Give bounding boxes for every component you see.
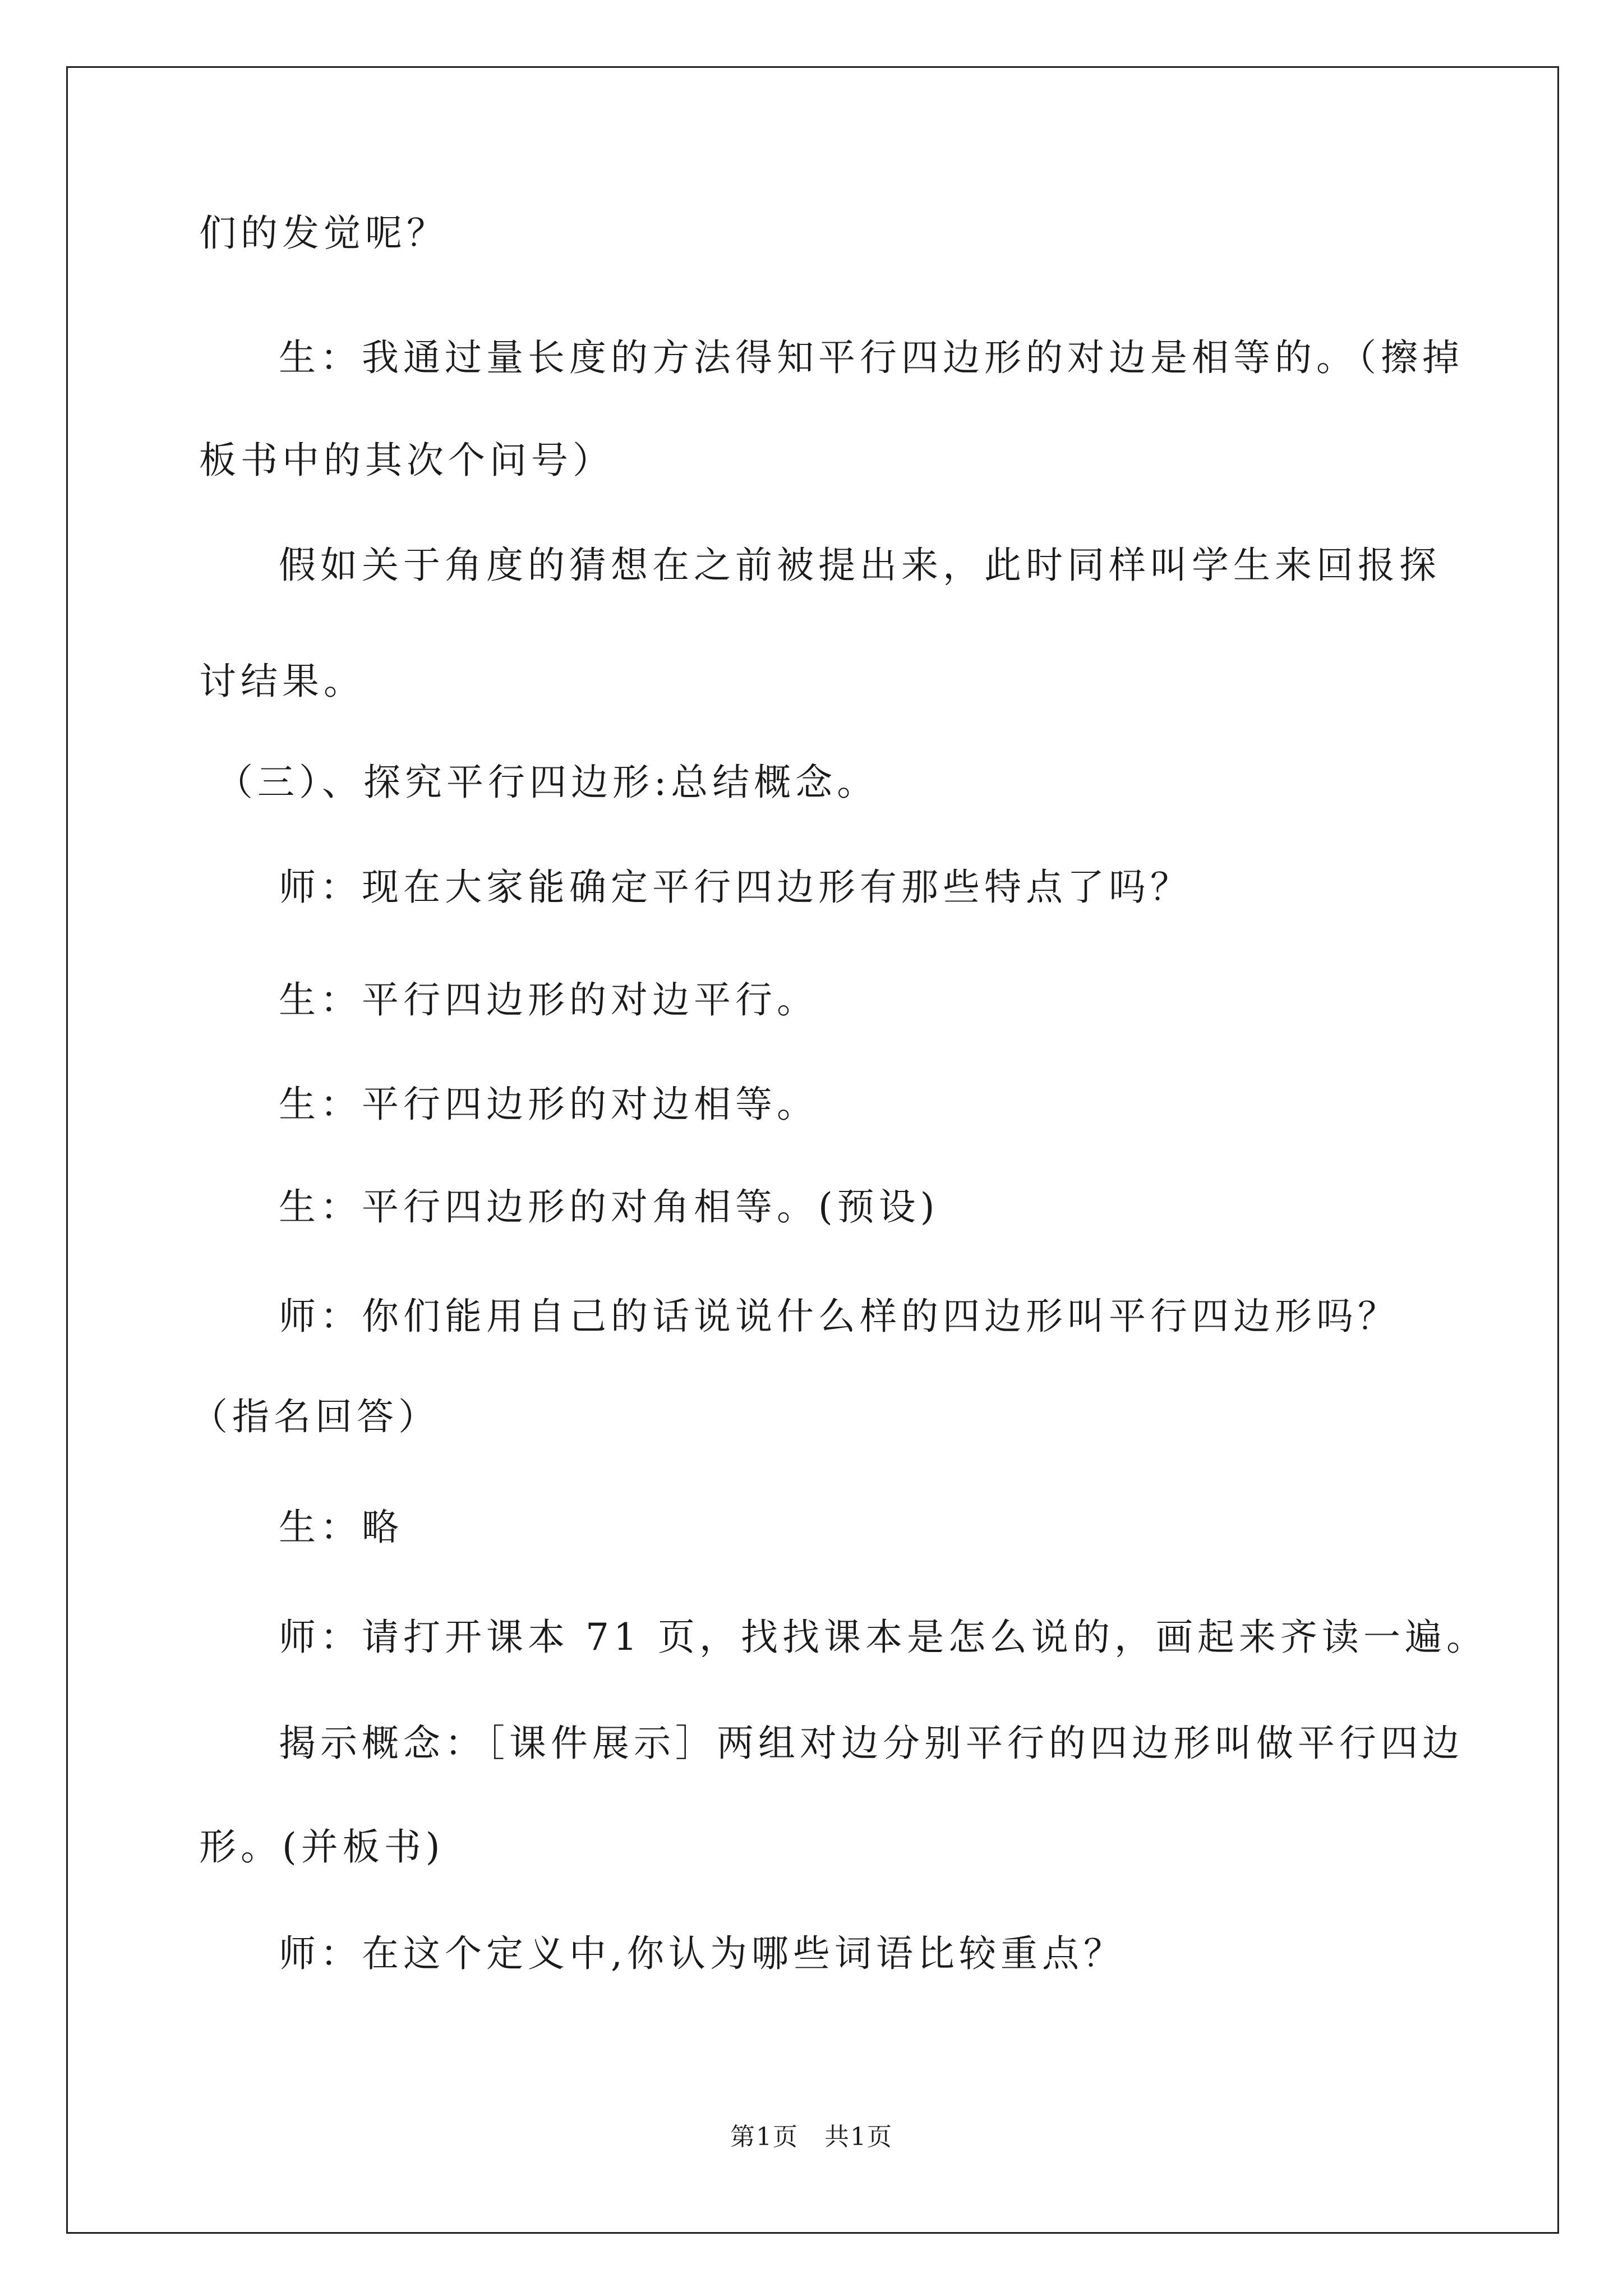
text-line-9: 生：平行四边形的对边相等。 xyxy=(279,1083,818,1126)
text-line-12: （指名回答） xyxy=(191,1395,440,1438)
section-heading: （三）、探究平行四边形:总结概念。 xyxy=(216,761,879,804)
text-line-7: 师：现在大家能确定平行四边形有那些特点了吗？ xyxy=(279,866,1192,909)
text-line-3: 板书中的其次个问号） xyxy=(199,439,614,482)
text-line-4: 假如关于角度的猜想在之前被提出来，此时同样叫学生来回报探 xyxy=(279,544,1441,587)
page-footer: 第1页 共1页 xyxy=(730,2123,893,2151)
text-line-1: 们的发觉呢？ xyxy=(199,211,448,255)
page-border xyxy=(66,66,1559,2234)
text-line-2: 生：我通过量长度的方法得知平行四边形的对边是相等的。（擦掉 xyxy=(279,336,1464,379)
text-line-10: 生：平行四边形的对角相等。(预设) xyxy=(279,1185,939,1228)
text-line-5: 讨结果。 xyxy=(199,660,365,703)
text-line-16: 形。(并板书) xyxy=(199,1825,445,1869)
text-line-15: 揭示概念：［课件展示］两组对边分别平行的四边形叫做平行四边 xyxy=(279,1722,1464,1765)
text-line-8: 生：平行四边形的对边平行。 xyxy=(279,978,818,1022)
text-line-17: 师：在这个定义中,你认为哪些词语比较重点？ xyxy=(279,1932,1125,1975)
text-line-14: 师：请打开课本 71 页，找找课本是怎么说的，画起来齐读一遍。 xyxy=(279,1616,1488,1659)
text-line-13: 生：略 xyxy=(279,1506,403,1549)
text-line-11: 师：你们能用自己的话说说什么样的四边形叫平行四边形吗？ xyxy=(279,1295,1399,1338)
